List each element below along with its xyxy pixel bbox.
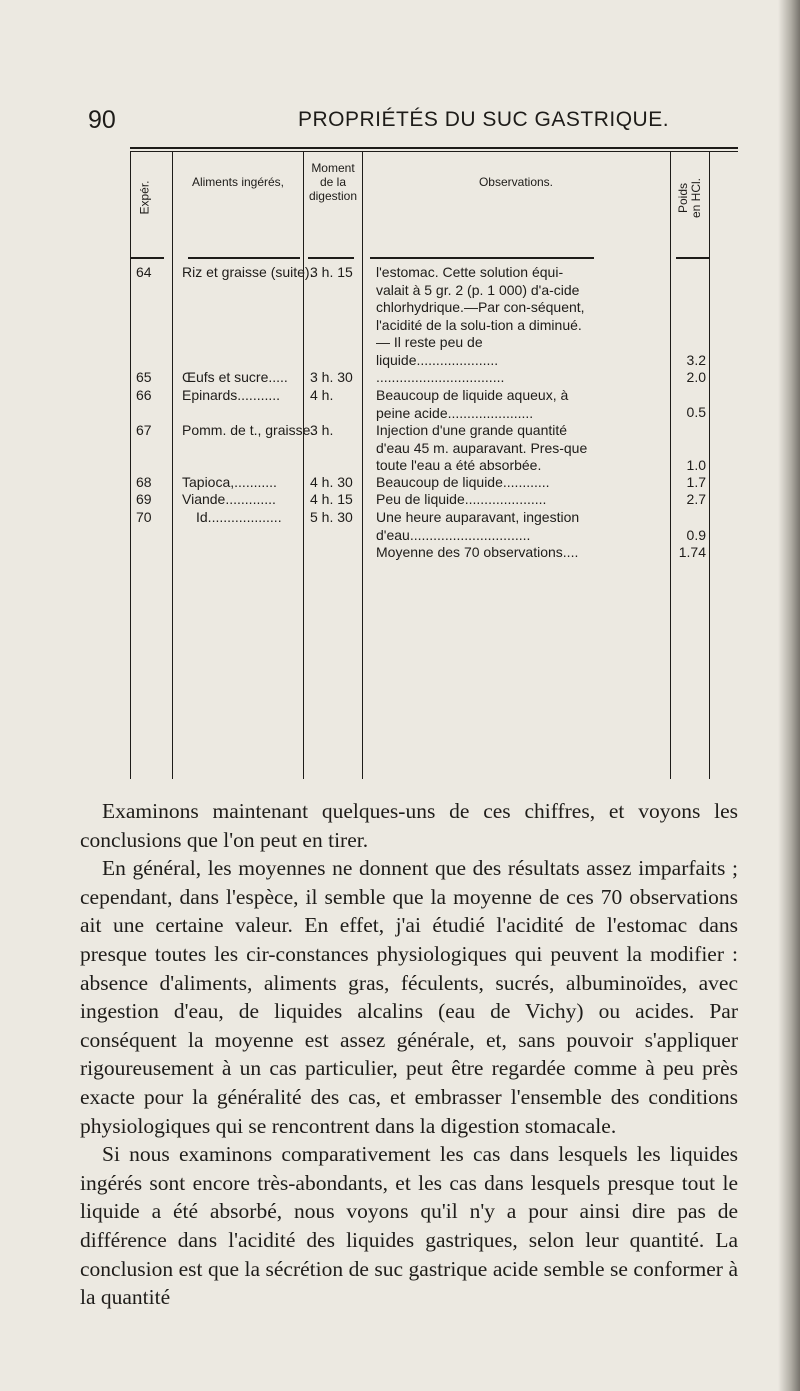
aliment-69: Viande............. [182, 491, 276, 507]
observation-64: l'estomac. Cette solution équi-valait à 5 gr. 2 (p. 1 000) d'a-cide chlorhydrique.—Par con-séquent, l'acidité de la solu-tion a diminué. — Il reste peu de liquide..................... [376, 264, 585, 368]
col-rule-3 [362, 151, 363, 779]
poids-69: 2.7 [686, 491, 706, 507]
exper-67: 67 [136, 422, 152, 438]
aliment-68: Tapioca,........... [182, 474, 277, 490]
moment-64: 3 h. 15 [310, 264, 353, 280]
page-edge-shadow [778, 0, 800, 1391]
running-title: PROPRIÉTÉS DU SUC GASTRIQUE. [298, 108, 670, 131]
moment-66: 4 h. [310, 387, 334, 403]
col-rule-4 [670, 151, 671, 779]
page-header [0, 106, 800, 146]
paragraph-2: En général, les moyennes ne donnent que des résultats assez imparfaits ; cependant, dans l'espèce, il semble que la moyenne de ces 70 observations ait une certaine valeur. En effet, j'ai étudié l'acidité de l'estomac dans presque toutes les cir-constances physiologiques qui peuvent la modifier : absence d'aliments, aliments gras, féculents, sucrés, albuminoïdes, avec ingestion d'eau, de liquides alcalins (eau de Vichy) ou acides. Par conséquent la moyenne est assez générale, et, sans pouvoir s'appliquer rigoureusement à un cas particulier, peut être regardée comme à peu près exacte pour la généralité des cas, et embrasser l'ensemble des conditions physiologiques qui se rencontrent dans la digestion stomacale. [80, 856, 738, 1138]
aliment-66: Epinards........... [182, 387, 281, 403]
poids-64: 3.2 [686, 352, 706, 368]
poids-66: 0.5 [686, 404, 706, 420]
exper-66: 66 [136, 387, 152, 403]
header-poids [677, 175, 703, 221]
observation-69: Peu de liquide..................... [376, 491, 547, 507]
header-aliments: Aliments ingérés, [191, 175, 285, 189]
header-underline-poids [676, 257, 710, 259]
header-moment-line1: Moment [311, 161, 355, 175]
header-underline-observations [370, 257, 594, 259]
poids-70: 0.9 [686, 527, 706, 543]
observation-68: Beaucoup de liquide............ [376, 474, 550, 490]
header-moment-line3: digestion [308, 189, 358, 203]
table-top-rule [130, 147, 738, 149]
moment-68: 4 h. 30 [310, 474, 353, 490]
col-rule-1 [172, 151, 173, 779]
data-table [122, 147, 738, 779]
observation-moyenne: Moyenne des 70 observations.... [376, 544, 579, 560]
moment-65: 3 h. 30 [310, 369, 353, 385]
header-moment [304, 161, 362, 203]
header-exper: Expér. [137, 180, 152, 215]
poids-67: 1.0 [686, 457, 706, 473]
col-rule-5 [709, 151, 710, 779]
header-underline-moment [308, 257, 354, 259]
header-observations: Observations. [478, 175, 554, 189]
poids-65: 2.0 [686, 369, 706, 385]
observation-70: Une heure auparavant, ingestion d'eau............................... [376, 509, 580, 543]
header-underline-exper [130, 257, 164, 259]
paragraph-1: Examinons maintenant quelques-uns de ces chiffres, et voyons les conclusions que l'on peut en tirer. [80, 799, 738, 852]
poids-moyenne: 1.74 [678, 544, 706, 560]
observation-67: Injection d'une grande quantité d'eau 45 m. auparavant. Pres-que toute l'eau a été absorbée. [376, 422, 588, 473]
col-rule-left [130, 151, 131, 779]
body-text [80, 797, 738, 1312]
poids-68: 1.7 [686, 474, 706, 490]
exper-65: 65 [136, 369, 152, 385]
header-underline-aliments [188, 257, 300, 259]
exper-68: 68 [136, 474, 152, 490]
header-poids-line1: Poids [676, 182, 690, 214]
observation-66: Beaucoup de liquide aqueux, à peine acide...................... [376, 387, 569, 421]
col-rule-2 [303, 151, 304, 779]
observation-65: ................................. [376, 369, 505, 385]
header-moment-line2: de la [319, 175, 347, 189]
exper-70: 70 [136, 509, 152, 525]
moment-70: 5 h. 30 [310, 509, 353, 525]
aliment-64: Riz et graisse (suite). [182, 264, 314, 280]
aliment-70: Id................... [196, 509, 282, 525]
moment-67: 3 h. [310, 422, 334, 438]
table-header-rule [130, 151, 738, 152]
moment-69: 4 h. 15 [310, 491, 353, 507]
paragraph-3: Si nous examinons comparativement les cas dans lesquels les liquides ingérés sont encore très-abondants, et les cas dans lesquels presque tout le liquide a été absorbé, nous voyons qu'il n'y a pour ainsi dire pas de différence dans l'acidité des liquides gastriques, selon leur quantité. La conclusion est que la sécrétion de suc gastrique acide semble se conformer à la quantité [80, 1142, 738, 1310]
aliment-67: Pomm. de t., graisse. [182, 422, 315, 438]
exper-64: 64 [136, 264, 152, 280]
exper-69: 69 [136, 491, 152, 507]
aliment-65: Œufs et sucre..... [182, 369, 288, 385]
header-poids-line2: en HCl. [689, 178, 703, 219]
page-number: 90 [88, 106, 116, 134]
